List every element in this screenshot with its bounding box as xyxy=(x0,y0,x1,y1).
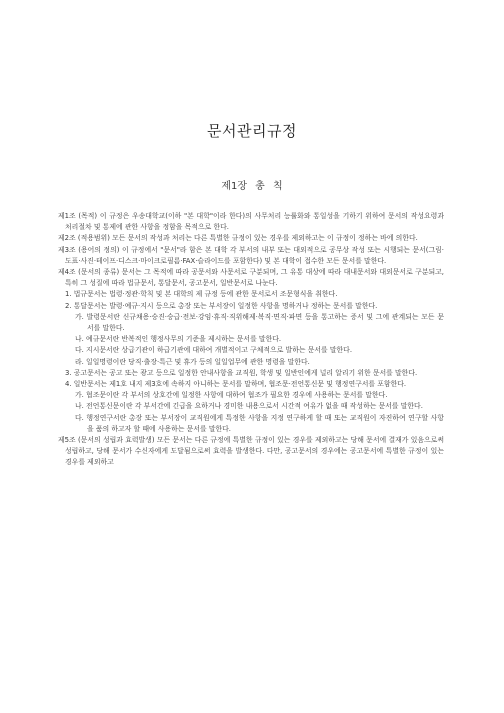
article-paragraph: 제4조 (문서의 종류) 문서는 그 목적에 따라 공문서와 사문서로 구분되며, 그 유통 대상에 따라 대내문서와 대외문서로 구분되고, 특히 그 성질에 따라 법규문서, 통달문서, 공고문서, 일반문서로 나눈다. xyxy=(58,268,444,288)
article-paragraph: 제2조 (적용범위) 모든 문서의 작성과 처리는 다른 특별한 규정이 있는 경우를 제외하고는 이 규정이 정하는 바에 의한다. xyxy=(58,234,418,243)
chapter-heading: 제1장 총 칙 xyxy=(221,181,283,192)
sub-item: 가. 협조문이란 각 부서의 상호간에 일정한 사항에 대하여 협조가 필요한 경우에 사용하는 문서를 말한다. xyxy=(75,391,388,400)
sub-item: 다. 행정연구서란 총장 또는 부서장이 교직원에게 특정한 사항을 지정 연구하게 할 때 또는 교직원이 자진하여 연구할 사항을 품의 하고자 할 때에 사용하는 문서를 말한다. xyxy=(75,413,444,433)
sub-item: 라. 일일명령이란 당직·출장·특근 및 휴가 등의 일일업무에 관한 명령을 말한다. xyxy=(75,357,310,366)
document-body xyxy=(58,211,444,469)
sub-item: 나. 예규문서란 반복적인 행정사무의 기준을 제시하는 문서를 말한다. xyxy=(75,335,282,344)
sub-item: 다. 지시문서란 상급기관이 하급기관에 대하여 개별적이고 구체적으로 발하는 문서를 말한다. xyxy=(75,346,353,355)
article-paragraph: 제5조 (문서의 성립과 효력발생) 모든 문서는 다른 규정에 특별한 규정이 있는 경우를 제외하고는 당해 문서에 결재가 있음으로써 성립하고, 당해 문서가 수신자에게 도달됨으로써 효력을 발생한다. 다만, 공고문서의 경우에는 공고문서에 특별한 규정이 있는 경우를 제외하고 xyxy=(58,436,444,467)
article-paragraph: 제3조 (용어의 정의) 이 규정에서 "문서"라 함은 본 대학 각 부서의 내부 또는 대외적으로 공무상 작성 또는 시행되는 문서(그림·도표·사진·테이프·디스크·마이크로필름·FAX·슬라이드를 포함한다) 및 본 대학이 접수한 모든 문서를 말한다. xyxy=(58,245,444,265)
sub-item: 나. 전언통신문이란 각 부서간에 긴급을 요하거나 경미한 내용으로서 시간적 여유가 없을 때 작성하는 문서를 말한다. xyxy=(75,402,423,411)
document-title: 문서관리규정 xyxy=(207,122,297,140)
article-paragraph: 제1조 (목적) 이 규정은 우송대학교(이하 "본 대학"이라 한다)의 사무처리 능률화와 통일성을 기하기 위하여 문서의 작성요령과 처리절차 및 통제에 관한 사항을 정함을 목적으로 한다. xyxy=(58,212,444,232)
sub-item: 가. 발령문서란 신규채용·승진·승급·전보·강임·휴직·직위해제·복직·면직·파면 등을 통고하는 증서 및 그에 관계되는 모든 문서를 말한다. xyxy=(75,312,444,333)
numbered-item: 3. 공고문서는 공고 또는 광고 등으로 일정한 안내사항을 교직원, 학생 및 일반인에게 널리 알리기 위한 문서를 말한다. xyxy=(65,368,418,377)
numbered-item: 4. 일반문서는 제1호 내지 제3호에 속하지 아니하는 문서를 말하며, 협조문·전언통신문 및 행정연구서를 포함한다. xyxy=(65,380,407,389)
numbered-item: 2. 통달문서는 발령·예규·지시 등으로 총장 또는 부서장이 일정한 사항을 명하거나 정하는 문서를 말한다. xyxy=(65,301,378,310)
numbered-item: 1. 법규문서는 법령·정관·학칙 및 본 대학의 제 규정 등에 관한 문서로서 조문형식을 취한다. xyxy=(65,290,338,299)
